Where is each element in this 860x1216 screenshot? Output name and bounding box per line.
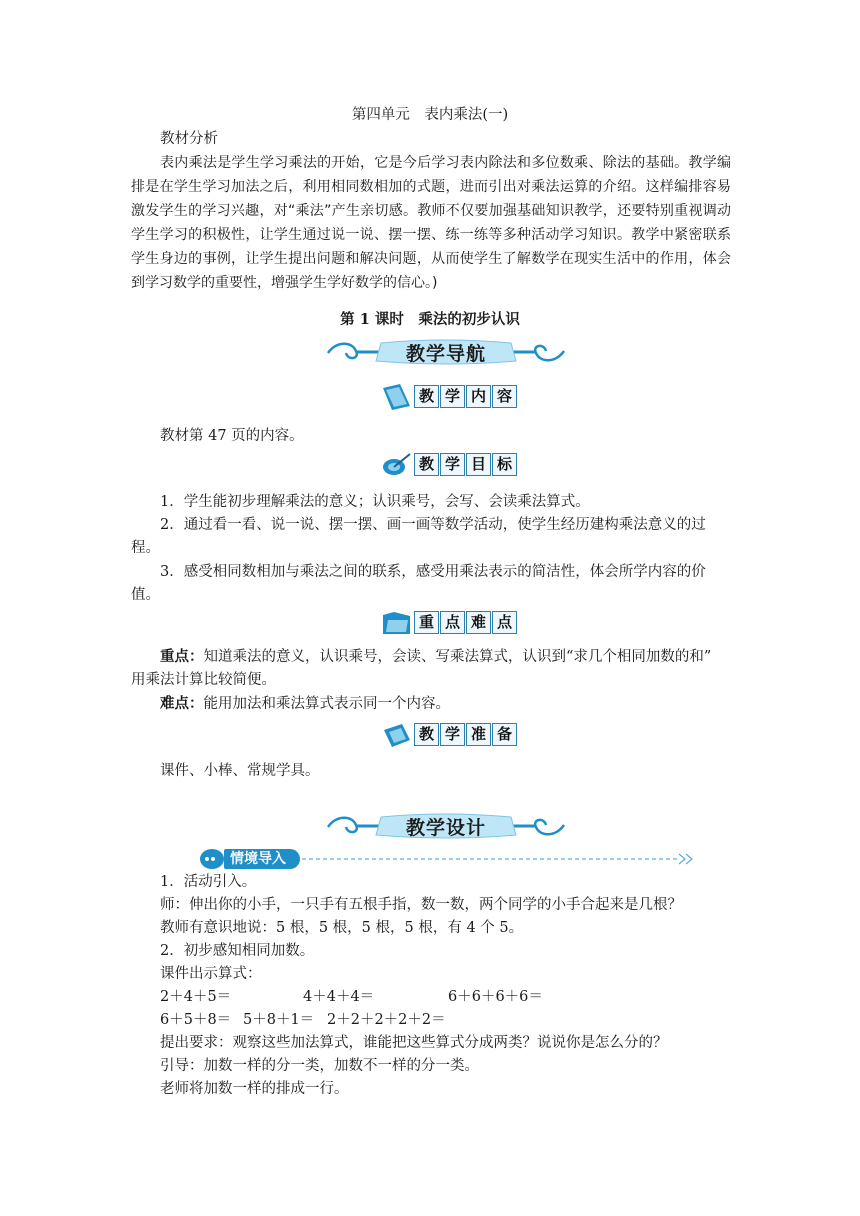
section-header-goals <box>380 450 520 480</box>
difficult-text: 能用加法和乘法算式表示同一个内容。 <box>203 696 450 712</box>
banner-design-text: 教学设计 <box>405 817 486 839</box>
header-char: 教 <box>414 453 439 476</box>
section-header-preparation <box>380 720 520 750</box>
difficult-label: 难点： <box>160 695 204 712</box>
equation: 6＋5＋8＝ <box>160 1012 232 1028</box>
header-char: 教 <box>414 385 439 408</box>
dashed-arrow-icon <box>302 846 697 872</box>
toolkit-icon <box>380 720 414 750</box>
design-line: 提出要求：观察这些加法算式，谁能把这些算式分成两类？说说你是怎么分的？ <box>160 1035 668 1051</box>
analysis-heading: 教材分析 <box>160 131 218 147</box>
equation: 2＋2＋2＋2＋2＝ <box>327 1012 446 1028</box>
design-line: 1．活动引入。 <box>160 874 257 890</box>
design-line: 引导：加数一样的分一类，加数不一样的分一类。 <box>160 1058 479 1074</box>
design-line: 课件出示算式： <box>160 966 262 982</box>
difficult-point-line <box>160 692 760 716</box>
header-char: 备 <box>492 723 517 746</box>
key-point-line-2: 用乘法计算比较简便。 <box>131 672 276 688</box>
book-icon <box>380 382 414 412</box>
goal-item: 2．通过看一看、说一说、摆一摆、画一画等数学活动，使学生经历建构乘法意义的过 <box>160 517 706 533</box>
banner-teaching-design <box>326 811 566 841</box>
equation: 6＋6＋6＋6＝ <box>448 989 543 1005</box>
header-char: 目 <box>466 453 491 476</box>
header-char: 标 <box>492 453 517 476</box>
header-char: 重 <box>414 611 439 634</box>
header-char: 教 <box>414 723 439 746</box>
header-char: 学 <box>440 385 465 408</box>
intro-tag: 情境导入 <box>224 849 300 869</box>
header-char: 容 <box>492 385 517 408</box>
header-char: 难 <box>466 611 491 634</box>
preparation-text: 课件、小棒、常规学具。 <box>160 763 320 779</box>
banner-teaching-navigation <box>326 337 566 367</box>
key-text: 知道乘法的意义，认识乘号，会读、写乘法算式，认识到“求几个相同加数的和” <box>203 649 712 665</box>
header-char: 内 <box>466 385 491 408</box>
goal-item: 1．学生能初步理解乘法的意义；认识乘号，会写、会读乘法算式。 <box>160 494 590 510</box>
header-char: 点 <box>492 611 517 634</box>
equation: 5＋8＋1＝ <box>243 1012 315 1028</box>
lesson-title: 第 1 课时 乘法的初步认识 <box>340 311 520 328</box>
key-label: 重点： <box>160 648 204 665</box>
design-line: 老师将加数一样的排成一行。 <box>160 1081 349 1097</box>
goal-item: 值。 <box>131 587 160 603</box>
header-char: 准 <box>466 723 491 746</box>
header-char: 点 <box>440 611 465 634</box>
goal-item: 3．感受相同数相加与乘法之间的联系，感受用乘法表示的简洁性，体会所学内容的价 <box>160 564 706 580</box>
section-header-content <box>380 382 520 412</box>
target-icon <box>380 450 414 480</box>
folder-icon <box>380 608 414 638</box>
design-line: 教师有意识地说：5 根，5 根，5 根，5 根，有 4 个 5。 <box>160 920 524 936</box>
design-line: 师：伸出你的小手，一只手有五根手指，数一数，两个同学的小手合起来是几根？ <box>160 897 682 913</box>
section-header-key-points <box>380 608 520 638</box>
header-char: 学 <box>440 453 465 476</box>
design-line: 2．初步感知相同加数。 <box>160 943 315 959</box>
key-point-line <box>160 645 760 669</box>
equation: 2＋4＋5＝ <box>160 989 232 1005</box>
intro-bar <box>198 846 698 872</box>
banner-nav-text: 教学导航 <box>405 343 486 365</box>
goal-item: 程。 <box>131 540 160 556</box>
analysis-paragraph: 表内乘法是学生学习乘法的开始，它是今后学习表内除法和多位数乘、除法的基础。教学编排是在学生学习加法之后，利用相同数相加的式题，进而引出对乘法运算的介绍。这样编排容易激发学生的学习兴趣，对“乘法”产生亲切感。教师不仅要加强基础知识教学，还要特别重视调动学生学习的积极性，让学生通过说一说、摆一摆、练一练等多种活动学习知识。教学中紧密联系学生身边的事例，让学生提出问题和解决问题，从而使学生了解数学在现实生活中的作用，体会到学习数学的重要性，增强学生学好数学的信心。) <box>131 155 731 291</box>
equation: 4＋4＋4＝ <box>303 989 375 1005</box>
header-char: 学 <box>440 723 465 746</box>
unit-title: 第四单元 表内乘法(一) <box>351 107 509 123</box>
content-text: 教材第 47 页的内容。 <box>160 428 304 444</box>
